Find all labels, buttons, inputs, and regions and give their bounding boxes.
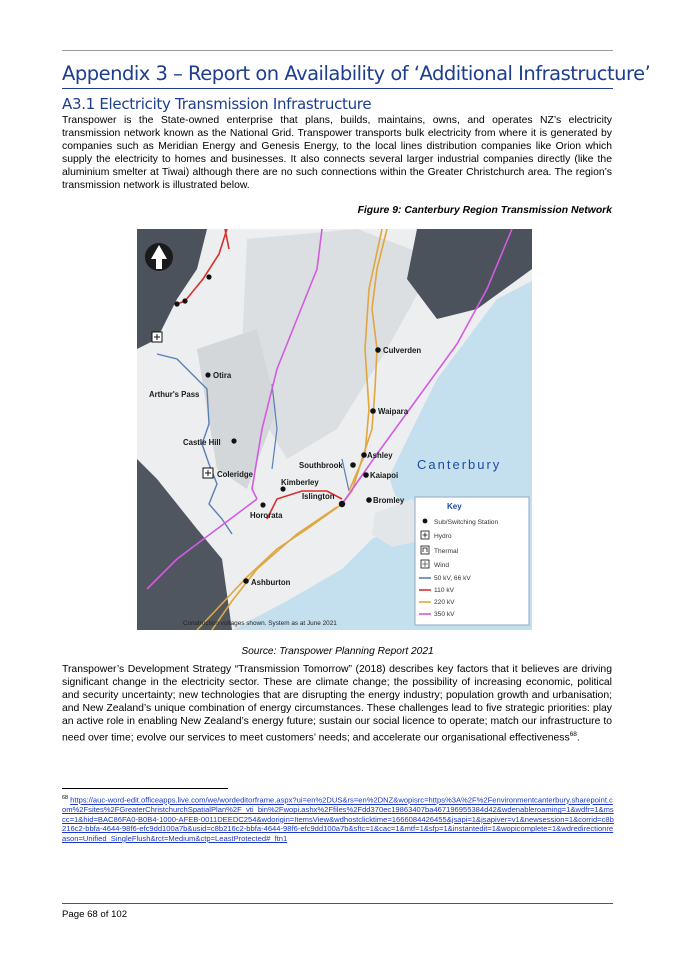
svg-text:220 kV: 220 kV xyxy=(434,599,455,606)
svg-text:Wind: Wind xyxy=(434,562,450,569)
page-number: Page 68 of 102 xyxy=(62,909,128,920)
footnote-number: 68 xyxy=(62,795,69,801)
place-culverden: Culverden xyxy=(383,346,422,355)
page-heading: Appendix 3 – Report on Availability of ‘Additional Infrastructure’ xyxy=(62,62,651,85)
footnote-reference[interactable]: 68 xyxy=(569,731,577,739)
map-footnote: Construction voltages shown. System as at June 2021 xyxy=(183,620,337,627)
svg-text:50 kV, 66 kV: 50 kV, 66 kV xyxy=(434,575,471,582)
place-ashley: Ashley xyxy=(367,451,393,460)
region-label: Canterbury xyxy=(417,457,502,472)
map-legend xyxy=(415,497,529,625)
section-heading: A3.1 Electricity Transmission Infrastructure xyxy=(62,95,372,113)
place-waipara: Waipara xyxy=(378,407,409,416)
place-otira: Otira xyxy=(213,371,232,380)
place-coleridge: Coleridge xyxy=(217,470,253,479)
svg-text:Sub/Switching Station: Sub/Switching Station xyxy=(434,519,499,526)
place-hororata: Hororata xyxy=(250,511,283,520)
place-arthurs-pass: Arthur's Pass xyxy=(149,390,200,399)
svg-text:110 kV: 110 kV xyxy=(434,587,455,594)
hydro-icon xyxy=(152,332,162,342)
transmission-network-map xyxy=(137,229,532,630)
hydro-icon xyxy=(203,468,213,478)
svg-text:Thermal: Thermal xyxy=(434,548,459,555)
thermal-icon xyxy=(421,546,429,554)
hydro-icon xyxy=(421,531,429,539)
heading-underline xyxy=(62,88,613,89)
footnote-link[interactable]: https://auc-word-edit.officeapps.live.com/we/wordeditorframe.aspx?ui=en%2DUS&rs=en%2DNZ&wopisrc=https%3A%2F%2Fenvironmentcanterbury.sharepoint.com%2Fsites%2FGreaterChristchurchSpatialPlan%2F_vti_bin%2Fwopi.ashx%2Ffiles%2Fdd370ec19863407ba467196955384d42&wdenableroaming=1&wdfr=1&mscc=1&hid=BAC86FA0-B0B4-1000-AFEB-0011DEEDC254&wdorigin=ItemsView&wdhostclicktime=1666084426455&jsapi=1&jsapiver=v1&newsession=1&corrid=c8b216c2-bbfa-4644-98f6-efc9dd100a7b&usid=c8b216c2-bbfa-4644-98f6-efc9dd100a7b&sftc=1&cac=1&mtf=1&sfp=1&instantedit=1&wopicomplete=1&wdredirectionreason=Unified_SingleFlush&rct=Medium&ctp=LeastProtected#_ftn1 xyxy=(62,795,614,843)
footer-rule xyxy=(62,903,613,904)
intro-paragraph: Transpower is the State-owned enterprise that plans, builds, maintains, owns, and operates NZ’s electricity transmission network known as the National Grid. Transpower transports bulk electricity from where it is generated by companies such as Meridian Energy and Genesis Energy, to the local lines distribution companies like Orion which supply the electricity to homes and businesses. It also connects several larger industrial companies directly (like the aluminium smelter at Tiwai) although there are no such connections within the Greater Christchurch area. The region’s transmission network is illustrated below. xyxy=(62,115,612,192)
legend-title: Key xyxy=(447,502,462,511)
place-bromley: Bromley xyxy=(373,496,405,505)
place-kaiapoi: Kaiapoi xyxy=(370,471,399,480)
figure-source: Source: Transpower Planning Report 2021 xyxy=(241,646,434,657)
place-southbrook: Southbrook xyxy=(299,461,343,470)
svg-text:350 kV: 350 kV xyxy=(434,611,455,618)
place-castle-hill: Castle Hill xyxy=(183,438,221,447)
footnote-separator xyxy=(62,788,228,789)
place-islington: Islington xyxy=(302,492,335,501)
svg-text:Hydro: Hydro xyxy=(434,533,452,540)
footnote xyxy=(62,794,617,844)
figure-caption: Figure 9: Canterbury Region Transmission Network xyxy=(357,205,612,216)
place-ashburton: Ashburton xyxy=(251,578,291,587)
wind-icon xyxy=(421,560,429,568)
place-kimberley: Kimberley xyxy=(281,478,319,487)
header-rule xyxy=(62,50,613,51)
strategy-paragraph: Transpower’s Development Strategy “Transmission Tomorrow” (2018) describes key factors that it believes are driving significant change in the electricity sector. These are climate change; the possibility of increasing economic, political and security uncertainty; new technologies that are disrupting the energy industry; population growth and urbanisation; and New Zealand’s unique combination of energy circumstances. These challenges lead to five strategic priorities: play an active role in enabling New Zealand’s energy future; sustain our social licence to operate; match our infrastructure to need over time; evolve our services to meet customers’ needs; and accelerate our organisational effectiveness$^{68}$. xyxy=(62,664,612,744)
